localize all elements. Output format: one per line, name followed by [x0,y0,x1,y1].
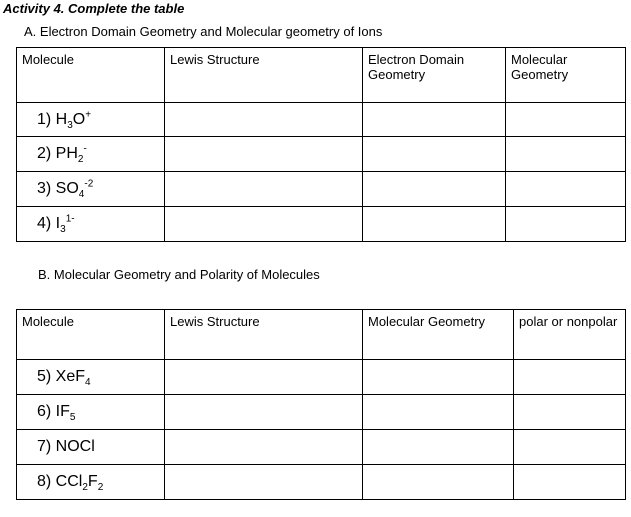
molecule-cell [17,172,165,207]
molecule-formula: $IF_5$ [55,403,76,424]
answer-cell[interactable] [514,430,626,465]
answer-cell[interactable] [363,103,506,137]
row-number: 8) [37,473,56,490]
molecule-cell [17,430,165,465]
answer-cell[interactable] [363,207,506,242]
answer-cell[interactable] [514,465,626,500]
answer-cell[interactable] [514,360,626,395]
table-a [16,47,626,242]
col-header-molecular-geometry: Molecular Geometry [506,48,626,103]
answer-cell[interactable] [165,430,363,465]
answer-cell[interactable] [506,207,626,242]
section-b-heading: B. Molecular Geometry and Polarity of Molecules [38,267,320,282]
answer-cell[interactable] [165,360,363,395]
answer-cell[interactable] [165,103,363,137]
molecule-cell [17,360,165,395]
answer-cell[interactable] [363,430,514,465]
col-header-electron-domain-geometry: Electron Domain Geometry [363,48,506,103]
table-row [17,465,626,500]
col-header-lewis-structure: Lewis Structure [165,48,363,103]
molecule-formula: $SO_4^{-2}$ [55,178,94,201]
table-row [17,103,626,137]
table-row [17,172,626,207]
table-row [17,430,626,465]
answer-cell[interactable] [165,395,363,430]
molecule-cell [17,465,165,500]
answer-cell[interactable] [514,395,626,430]
answer-cell[interactable] [506,103,626,137]
answer-cell[interactable] [363,360,514,395]
molecule-formula: XeF$_4$ [55,368,91,389]
answer-cell[interactable] [506,172,626,207]
activity-title: Activity 4. Complete the table [3,1,185,16]
molecule-cell [17,137,165,172]
answer-cell[interactable] [363,137,506,172]
row-number: 7) [37,438,56,455]
row-number: 6) [37,403,56,420]
row-number: 5) [37,368,56,385]
answer-cell[interactable] [363,172,506,207]
molecule-formula: $CCl_2F_2$ [55,473,104,494]
answer-cell[interactable] [165,137,363,172]
molecule-formula: $H_3O^+$ [55,109,92,131]
row-number: 1) [37,110,56,128]
molecule-formula: $PH_2^-$ [55,143,87,166]
answer-cell[interactable] [165,172,363,207]
col-header-polar-or-nonpolar: polar or nonpolar [514,310,626,360]
col-header-lewis-structure: Lewis Structure [165,310,363,360]
molecule-formula: NOCl [55,438,95,455]
col-header-molecular-geometry: Molecular Geometry [363,310,514,360]
answer-cell[interactable] [363,465,514,500]
col-header-molecule: Molecule [17,310,165,360]
section-a-heading: A. Electron Domain Geometry and Molecular geometry of Ions [24,24,383,39]
answer-cell[interactable] [363,395,514,430]
table-row [17,207,626,242]
molecule-formula: $I_3^{1-}$ [55,213,75,236]
answer-cell[interactable] [165,207,363,242]
col-header-molecule: Molecule [17,48,165,103]
table-row [17,360,626,395]
molecule-cell [17,207,165,242]
table-row [17,137,626,172]
molecule-cell [17,395,165,430]
answer-cell[interactable] [165,465,363,500]
answer-cell[interactable] [506,137,626,172]
table-row [17,395,626,430]
row-number: 2) [37,145,56,162]
molecule-cell [17,103,165,137]
table-b [16,309,626,500]
row-number: 4) [37,215,56,232]
row-number: 3) [37,180,56,197]
